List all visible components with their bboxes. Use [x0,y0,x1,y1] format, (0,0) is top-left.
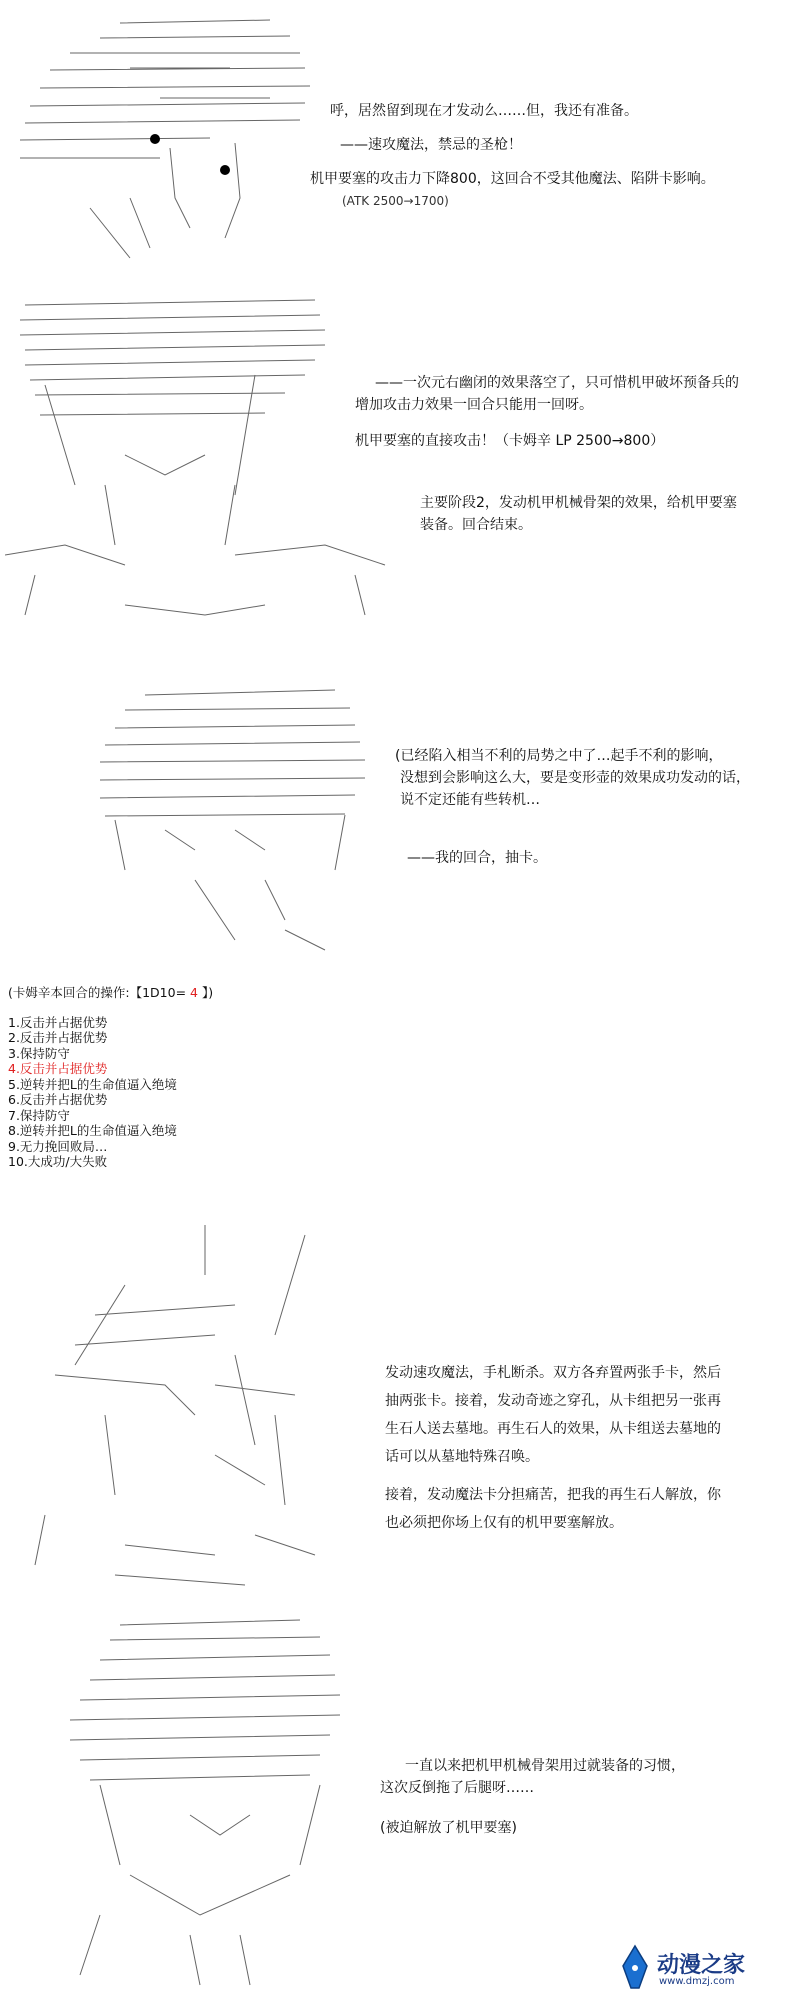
dialogue-line: 一直以来把机甲机械骨架用过就装备的习惯， [405,1758,685,1774]
dice-option: 7.保持防守 [8,1107,70,1123]
dialogue-line: 主要阶段2，发动机甲机械骨架的效果，给机甲要塞 [420,495,737,511]
watermark-url: www.dmzj.com [659,1976,735,1987]
ascii-art-character-5 [40,1615,360,1995]
dialogue-line: 发动速攻魔法，手札断杀。双方各弃置两张手卡，然后 [385,1365,721,1381]
dialogue-line: 呼，居然留到现在才发动么……但，我还有准备。 [330,103,638,119]
dice-roll-table [8,985,213,1170]
panel-5-text [365,1755,685,1839]
panel-2-text [355,372,739,536]
stat-change: (ATK 2500→1700) [342,194,449,208]
dice-option: 4.反击并占据优势 [8,1061,108,1076]
dice-option: 8.逆转并把L的生命值逼入绝境 [8,1123,177,1138]
ascii-art-character-2 [5,295,405,640]
pen-nib-logo-icon [617,1944,653,1996]
dialogue-line: 机甲要塞的攻击力下降800，这回合不受其他魔法、陷阱卡影响。 [310,171,715,187]
dice-option: 5.逆转并把L的生命值逼入绝境 [8,1076,177,1092]
panel-4-text [385,1362,721,1534]
site-watermark [617,1944,792,1992]
dice-option: 9.无力挽回败局… [8,1138,108,1154]
ascii-art-character-1 [10,8,320,268]
ascii-art-character-3 [85,680,385,970]
dice-option: 2.反击并占据优势 [8,1030,108,1045]
dice-options-list [8,1015,213,1170]
ascii-art-character-4 [15,1215,355,1595]
panel-3-text [395,745,750,869]
dialogue-line: ——速攻魔法，禁忌的圣枪！ [340,137,522,153]
dialogue-line: 话可以从墓地特殊召唤。 [385,1449,539,1465]
dialogue-line: ——一次元右幽闭的效果落空了，只可惜机甲破坏预备兵的 [375,375,739,391]
dialogue-line: 也必须把你场上仅有的机甲要塞解放。 [385,1515,623,1531]
dialogue-line: (被迫解放了机甲要塞) [380,1820,517,1836]
dialogue-line: (已经陷入相当不利的局势之中了…起手不利的影响， [395,748,723,764]
dialogue-line: 机甲要塞的直接攻击！（卡姆辛 LP 2500→800） [355,433,665,449]
dialogue-line: 装备。回合结束。 [420,517,532,533]
dialogue-line: ——我的回合，抽卡。 [407,850,547,866]
dice-option: 6.反击并占据优势 [8,1092,108,1107]
dialogue-line: 增加攻击力效果一回合只能用一回呀。 [355,397,593,413]
watermark-name: 动漫之家 [657,1953,746,1978]
dice-option: 10.大成功/大失败 [8,1154,108,1169]
dialogue-line: 生石人送去墓地。再生石人的效果，从卡组送去墓地的 [385,1421,721,1437]
dialogue-line: 没想到会影响这么大，要是变形壶的效果成功发动的话， [400,770,750,786]
dialogue-line: 接着，发动魔法卡分担痛苦，把我的再生石人解放，你 [385,1487,721,1503]
dice-header: (卡姆辛本回合的操作:【1D10= 4 】) [8,985,214,1000]
dialogue-line: 说不定还能有些转机… [400,792,540,808]
panel-1-text [310,100,715,212]
dialogue-line: 这次反倒拖了后腿呀…… [380,1780,534,1796]
dice-option: 1.反击并占据优势 [8,1014,108,1030]
dialogue-line: 抽两张卡。接着，发动奇迹之穿孔，从卡组把另一张再 [385,1393,721,1409]
dice-option: 3.保持防守 [8,1045,70,1061]
